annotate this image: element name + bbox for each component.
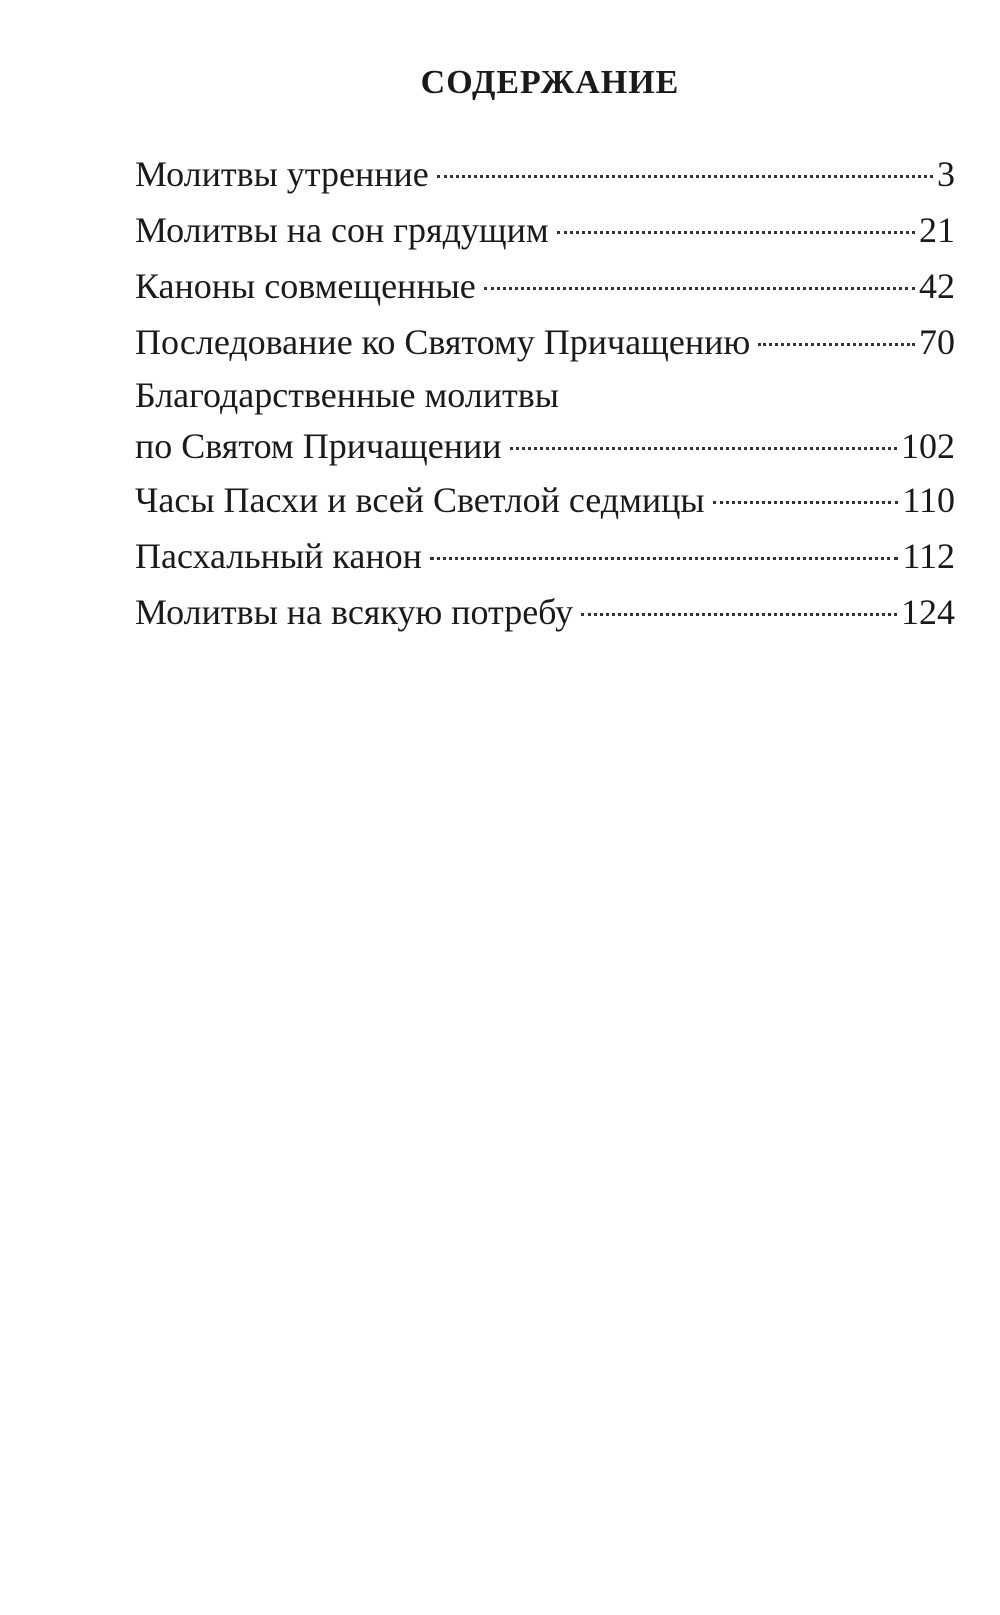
toc-line — [135, 420, 955, 472]
toc-entry-page: 124 — [901, 592, 955, 632]
dot-leader — [758, 343, 915, 346]
toc-entry — [135, 202, 955, 258]
toc-list — [135, 146, 955, 640]
toc-entry-title: по Святом Причащении — [135, 426, 502, 466]
toc-entry-page: 3 — [937, 154, 955, 194]
dot-leader — [484, 287, 915, 290]
toc-entry-title: Молитвы на сон грядущим — [135, 210, 549, 250]
toc-line — [135, 472, 955, 528]
toc-entry — [135, 258, 955, 314]
toc-entry-page: 102 — [901, 426, 955, 466]
toc-entry-page: 110 — [902, 480, 955, 520]
toc-entry-title: Пасхальный канон — [135, 536, 422, 576]
dot-leader — [557, 231, 915, 234]
toc-entry-title: Молитвы утренние — [135, 154, 429, 194]
toc-entry-title: Последование ко Святому Причащению — [135, 322, 751, 362]
toc-line — [135, 314, 955, 370]
toc-line — [135, 528, 955, 584]
toc-entry-page: 112 — [902, 536, 955, 576]
toc-entry-title-first-line: Благодарственные молитвы — [135, 375, 559, 415]
toc-entry-page: 42 — [919, 266, 955, 306]
dot-leader — [581, 613, 897, 616]
toc-entry-title: Часы Пасхи и всей Светлой седмицы — [135, 480, 705, 520]
toc-entry-title: Каноны совмещенные — [135, 266, 476, 306]
toc-title: СОДЕРЖАНИЕ — [420, 64, 680, 101]
toc-entry — [135, 146, 955, 202]
toc-entry — [135, 314, 955, 370]
toc-line — [135, 146, 955, 202]
toc-line — [135, 202, 955, 258]
toc-entry-page: 21 — [919, 210, 955, 250]
dot-leader — [510, 447, 897, 450]
toc-entry — [135, 370, 955, 472]
toc-entry — [135, 584, 955, 640]
toc-entry-title: Молитвы на всякую потребу — [135, 592, 574, 632]
dot-leader — [437, 175, 933, 178]
toc-line — [135, 258, 955, 314]
toc-entry — [135, 472, 955, 528]
toc-line — [135, 584, 955, 640]
toc-entry — [135, 528, 955, 584]
toc-entry-page: 70 — [919, 322, 955, 362]
dot-leader — [430, 557, 898, 560]
dot-leader — [713, 501, 899, 504]
